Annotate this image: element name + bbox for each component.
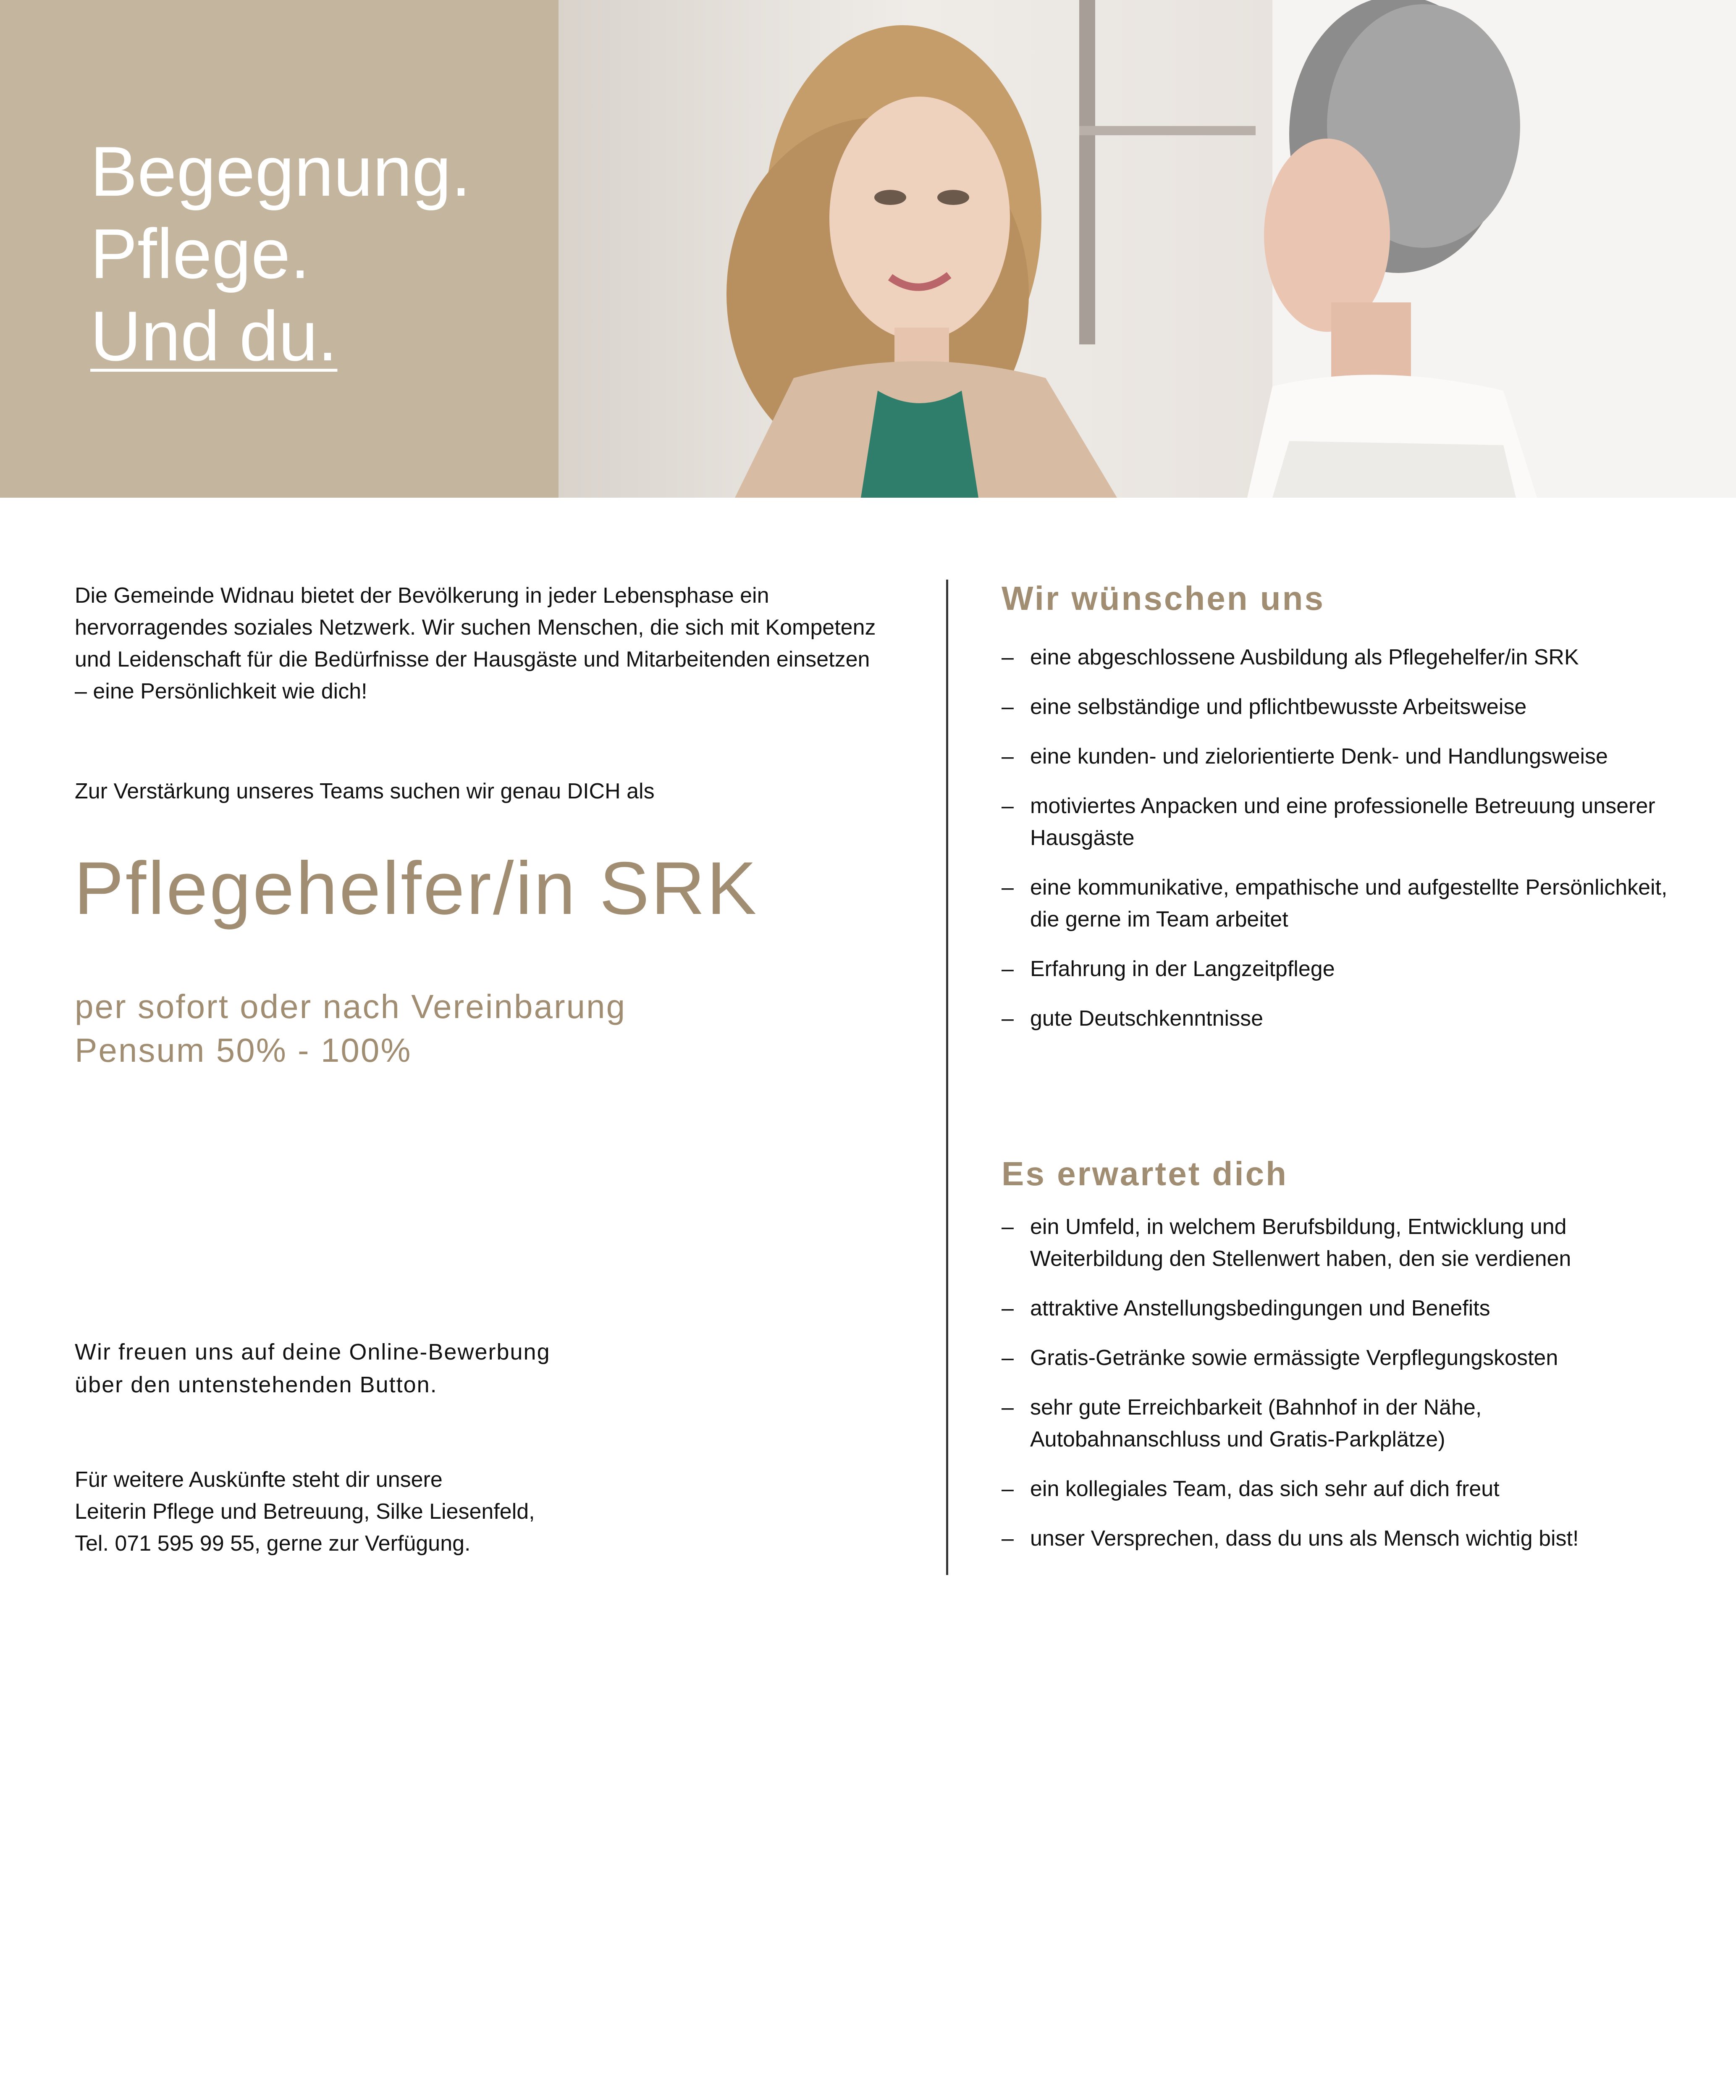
- dash-bullet: –: [1002, 1477, 1014, 1501]
- hero-title: [90, 130, 471, 377]
- requirement-item: [1002, 1003, 1673, 1034]
- dash-bullet: –: [1002, 1215, 1014, 1239]
- job-title: Pflegehelfer/in SRK: [74, 846, 758, 930]
- requirement-item: [1002, 740, 1673, 772]
- requirement-text: gute Deutschkenntnisse: [1030, 1006, 1264, 1031]
- dash-bullet: –: [1002, 957, 1014, 981]
- intro-text: Die Gemeinde Widnau bietet der Bevölkerung in jeder Lebensphase ein hervorragendes soziales Netzwerk. Wir suchen Menschen, die sich mit Kompetenz und Leidenschaft für die Bedürfnisse der Hausgäste und Mitarbeitenden einsetzen – eine Persönlichkeit wie dich!: [75, 583, 876, 704]
- offer-item: [1002, 1391, 1673, 1455]
- hero-line-2: Pflege.: [90, 214, 310, 293]
- offer-text: Gratis-Getränke sowie ermässigte Verpflegungskosten: [1030, 1346, 1558, 1370]
- dash-bullet: –: [1002, 695, 1014, 719]
- photo-two-women: [559, 0, 1736, 498]
- dash-bullet: –: [1002, 645, 1014, 669]
- offer-text: unser Versprechen, dass du uns als Mensch wichtig bist!: [1030, 1526, 1579, 1551]
- offer-item: [1002, 1342, 1673, 1374]
- requirements-heading: Wir wünschen uns: [1002, 580, 1325, 617]
- job-pensum: Pensum 50% - 100%: [75, 1032, 412, 1069]
- contact-line-3: Tel. 071 595 99 55, gerne zur Verfügung.: [75, 1531, 471, 1556]
- hero-text-panel: [0, 0, 559, 498]
- dash-bullet: –: [1002, 1346, 1014, 1370]
- offer-text: ein Umfeld, in welchem Berufsbildung, Entwicklung und Weiterbildung den Stellenwert haben, den sie verdienen: [1030, 1215, 1571, 1271]
- requirement-item: [1002, 790, 1673, 854]
- contact-line-1: Für weitere Auskünfte steht dir unsere: [75, 1467, 443, 1492]
- dash-bullet: –: [1002, 1395, 1014, 1420]
- column-divider: [946, 580, 948, 1575]
- requirement-text: eine abgeschlossene Ausbildung als Pflegehelfer/in SRK: [1030, 645, 1579, 669]
- dash-bullet: –: [1002, 1526, 1014, 1551]
- dash-bullet: –: [1002, 794, 1014, 818]
- team-line: Zur Verstärkung unseres Teams suchen wir genau DICH als: [75, 779, 655, 803]
- requirement-text: Erfahrung in der Langzeitpflege: [1030, 957, 1335, 981]
- offer-item: [1002, 1522, 1673, 1554]
- dash-bullet: –: [1002, 875, 1014, 900]
- requirement-text: eine kommunikative, empathische und aufgestellte Persönlichkeit, die gerne im Team arbeitet: [1030, 875, 1668, 932]
- hero-banner: [0, 0, 1736, 498]
- job-details: [75, 985, 626, 1072]
- offer-text: attraktive Anstellungsbedingungen und Benefits: [1030, 1296, 1490, 1320]
- dash-bullet: –: [1002, 744, 1014, 769]
- apply-line-1: Wir freuen uns auf deine Online-Bewerbung: [75, 1339, 551, 1365]
- offer-item: [1002, 1292, 1673, 1324]
- hero-line-1: Begegnung.: [90, 132, 471, 211]
- requirement-text: eine kunden- und zielorientierte Denk- und Handlungsweise: [1030, 744, 1608, 769]
- hero-line-3: Und du.: [90, 297, 338, 375]
- dash-bullet: –: [1002, 1296, 1014, 1320]
- offer-item: [1002, 1473, 1673, 1505]
- requirement-item: [1002, 691, 1673, 723]
- requirements-section: [1002, 578, 1673, 1052]
- contact-line-2: Leiterin Pflege und Betreuung, Silke Liesenfeld,: [75, 1499, 535, 1524]
- hero-photo: [559, 0, 1736, 498]
- requirement-item: [1002, 953, 1673, 985]
- offers-section: [1002, 1153, 1673, 1572]
- apply-note: [75, 1336, 551, 1401]
- dash-bullet: –: [1002, 1006, 1014, 1031]
- requirement-text: eine selbständige und pflichtbewusste Arbeitsweise: [1030, 695, 1527, 719]
- offer-item: [1002, 1211, 1673, 1275]
- requirement-text: motiviertes Anpacken und eine professionelle Betreuung unserer Hausgäste: [1030, 794, 1655, 850]
- requirement-item: [1002, 872, 1673, 935]
- apply-line-2: über den untenstehenden Button.: [75, 1372, 438, 1397]
- contact-info: [75, 1464, 535, 1559]
- offer-text: ein kollegiales Team, das sich sehr auf dich freut: [1030, 1477, 1500, 1501]
- offers-heading: Es erwartet dich: [1002, 1155, 1288, 1192]
- job-start: per sofort oder nach Vereinbarung: [75, 988, 627, 1025]
- offer-text: sehr gute Erreichbarkeit (Bahnhof in der Nähe, Autobahnanschluss und Gratis-Parkplätze): [1030, 1395, 1482, 1452]
- requirement-item: [1002, 641, 1673, 673]
- intro-block: [75, 580, 881, 707]
